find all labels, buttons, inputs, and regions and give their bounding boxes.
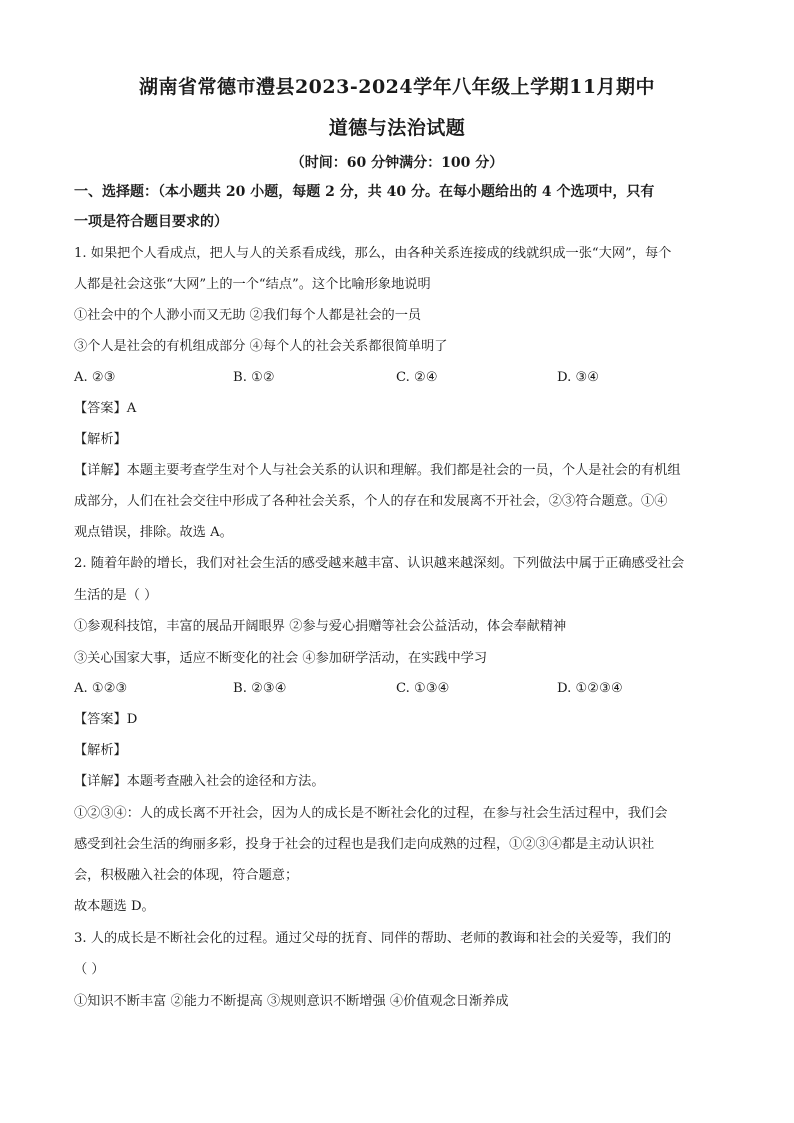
q1-statement-line2: ③个人是社会的有机组成部分 ④每个人的社会关系都很简单明了 [74,339,448,354]
q1-stem-line1: 1. 如果把个人看成点，把人与人的关系看成线，那么，由各种关系连接成的线就织成一张“大网”，每个 [74,246,672,261]
q2-analysis-label: 【解析】 [74,743,127,758]
q1-option-d: D. ③④ [557,370,600,385]
q2-detail-line2: ①②③④：人的成长离不开社会，因为人的成长是不断社会化的过程，在参与社会生活过程中，我们会 [74,806,668,821]
q3-statement-line1: ①知识不断丰富 ②能力不断提高 ③规则意识不断增强 ④价值观念日渐养成 [74,994,509,1009]
q2-stem-line2: 生活的是（ ） [74,588,158,603]
q1-option-a: A. ②③ [74,370,116,385]
q1-answer: 【答案】A [74,401,137,416]
q2-option-d: D. ①②③④ [557,681,623,696]
q1-detail-line1: 【详解】本题主要考查学生对个人与社会关系的认识和理解。我们都是社会的一员，个人是社会的有机组 [74,463,681,478]
q3-stem-line1: 3. 人的成长是不断社会化的过程。通过父母的抚育、同伴的帮助、老师的教诲和社会的关爱等，我们的 [74,931,672,946]
q1-analysis-label: 【解析】 [74,432,127,447]
q2-detail-line1: 【详解】本题考查融入社会的途径和方法。 [74,774,325,789]
q1-stem-line2: 人都是社会这张“大网”上的一个“结点”。这个比喻形象地说明 [74,277,431,292]
q2-detail-line5: 故本题选 D。 [74,899,155,914]
section-heading-line2: 一项是符合题目要求的） [74,214,228,230]
exam-title-line2: 道德与法治试题 [328,117,466,139]
q2-option-b: B. ②③④ [233,681,287,696]
section-heading-line1: 一、选择题：（本小题共 20 小题，每题 2 分，共 40 分。在每小题给出的 4 个选项中，只有 [74,184,655,200]
q2-statement-line1: ①参观科技馆，丰富的展品开阔眼界 ②参与爱心捐赠等社会公益活动，体会奉献精神 [74,619,567,634]
q3-stem-line2: （ ） [74,962,105,977]
q1-detail-line2: 成部分，人们在社会交往中形成了各种社会关系，个人的存在和发展离不开社会，②③符合题意。①④ [74,494,668,509]
q2-answer: 【答案】D [74,712,138,727]
q1-statement-line1: ①社会中的个人渺小而又无助 ②我们每个人都是社会的一员 [74,308,422,323]
q1-detail-line3: 观点错误，排除。故选 A。 [74,525,233,540]
q2-option-c: C. ①③④ [396,681,450,696]
exam-title-line1: 湖南省常德市澧县2023-2024学年八年级上学期11月期中 [138,76,656,98]
q2-stem-line1: 2. 随着年龄的增长，我们对社会生活的感受越来越丰富、认识越来越深刻。下列做法中属于正确感受社会 [74,556,685,571]
q2-statement-line2: ③关心国家大事，适应不断变化的社会 ④参加研学活动，在实践中学习 [74,651,488,666]
exam-time-info: （时间：60 分钟满分：100 分） [290,155,504,171]
q2-detail-line4: 会，积极融入社会的体现，符合题意； [74,868,299,883]
q1-option-b: B. ①② [233,370,275,385]
q1-option-c: C. ②④ [396,370,438,385]
q2-option-a: A. ①②③ [74,681,128,696]
q2-detail-line3: 感受到社会生活的绚丽多彩，投身于社会的过程也是我们走向成熟的过程，①②③④都是主动认识社 [74,837,655,852]
